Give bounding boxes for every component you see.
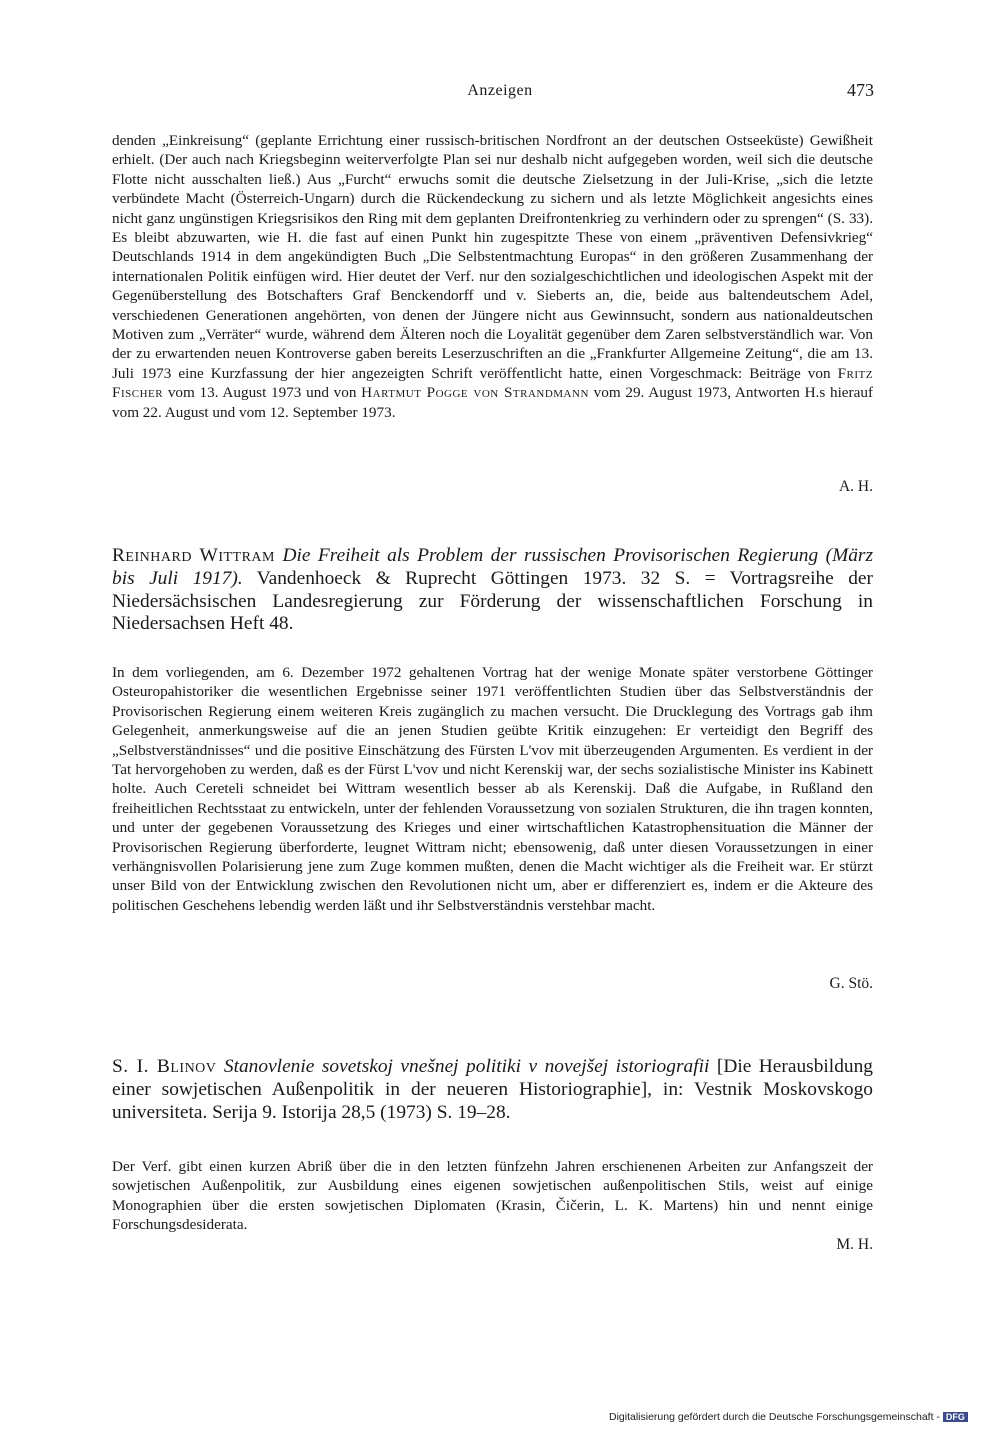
footer-text: Digitalisierung gefördert durch die Deutsche Forschungsgemeinschaft - (609, 1411, 940, 1423)
entry-2-citation (112, 545, 873, 636)
entry-3-signature: M. H. (836, 1236, 873, 1253)
review-1-text-3: vom 29. August 1973, Antworten H.s hierauf vom 22. August und vom 12. September 1973. (112, 384, 874, 421)
entry-2-body: In dem vorliegenden, am 6. Dezember 1972 gehaltenen Vortrag hat der wenige Monate später verstorbene Göttinger Osteuropahistoriker die wesentlichen Ergebnisse seiner 1971 veröffentlichten Studien über das Selbstverständnis der Provisorischen Regierung einem weiteren Kreis zugänglich zu machen versucht. Die Drucklegung des Vortrags gab ihm Gelegenheit, anmerkungsweise auf die an jenen Studien geübte Kritik einzugehen: Er verteidigt den Begriff des „Selbstverständnisses“ und die positive Einschätzung des Fürsten L'vov mit überzeugenden Argumenten. Es verdient in der Tat hervorgehoben zu werden, daß es der Fürst L'vov und nicht Kerenskij war, der sechs sozialistische Minister ins Kabinett holte. Auch Cereteli schneidet bei Wittram wesentlich besser ab als Kerenskij. Daß die Aufgabe, in Rußland den freiheitlichen Rechtsstaat zu entwickeln, unter der fehlenden Voraussetzung von sozialen Strukturen, die ihn tragen konnten, und unter der gegebenen Voraussetzung des Krieges und einer wirtschaftlichen Katastrophensituation die Männer der Provisorischen Regierung überforderte, leugnet Wittram nicht; ebensowenig, daß unter diesen Voraussetzungen in einer verhängnisvollen Polarisierung jene zum Zuge kommen mußten, denen die Macht wichtiger als die Freiheit war. Er stürzt unser Bild von der Entwicklung zwischen den Revolutionen nicht um, aber er differenziert es, indem er die Akteure des politischen Geschehens lebendig werden läßt und ihr Selbstverständnis verstehbar macht. (112, 664, 873, 914)
entry-2-publication: Vandenhoeck & Ruprecht Göttingen 1973. 32 S. = Vortragsreihe der Niedersächsischen Landesregierung zur Förderung der wissenschaftlichen Forschung in Niedersachsen Heft 48. (112, 567, 873, 635)
author-fischer: Fritz Fischer (112, 364, 873, 402)
page-number: 473 (847, 80, 874, 100)
entry-2-author: Reinhard Wittram (112, 545, 275, 566)
entry-2-signature: G. Stö. (829, 975, 873, 992)
entry-3-publication: [Die Herausbildung einer sowjetischen Außenpolitik in der neueren Historiographie], in: Vestnik Moskovskogo universiteta. Serija 9. Istorija 28,5 (1973) S. 19–28. (112, 1056, 873, 1123)
entry-3-author: S. I. Blinov (112, 1056, 217, 1077)
running-header: Anzeigen (467, 82, 533, 99)
footer-note (609, 1411, 968, 1423)
entry-2-title: Die Freiheit als Problem der russischen Provisorischen Regierung (März bis Juli 1917). (112, 545, 874, 589)
entry-3-body: Der Verf. gibt einen kurzen Abriß über die in den letzten fünfzehn Jahren erschienenen Arbeiten zur Anfangszeit der sowjetischen Außenpolitik, zur Ausbildung eines eigenen sowjetischen außenpolitischen Stils, weist auf einige Monographien über die ersten sowjetischen Diplomaten (Krasin, Čičerin, L. K. Martens) hin und nennt einige Forschungsdesiderata. (112, 1158, 873, 1234)
review-1-text-2: vom 13. August 1973 und von (167, 384, 357, 402)
review-1-text: denden „Einkreisung“ (geplante Errichtung einer russisch-britischen Nordfront an der deutschen Ostseeküste) Gewißheit erhielt. (Der auch nach Kriegsbeginn weiterverfolgte Plan sei nur deshalb nicht aufgegeben worden, weil sich die deutsche Flotte nicht ausschalten ließ.) Aus „Furcht“ erwuchs somit die deutsche Zielsetzung in der Juli-Krise, „sich die letzte verbündete Macht (Österreich-Ungarn) durch die Rückendeckung zu sichern und als letzte Möglichkeit angesichts eines nicht ganz ungünstigen Kriegsrisikos den Ring mit dem geplanten Dreifrontenkrieg zu verhindern oder zu sprengen“ (S. 33). Es bleibt abzuwarten, wie H. die fast auf einen Punkt hin zugespitzte These von einem „präventiven Defensivkrieg“ Deutschlands 1914 in dem angekündigten Buch „Die Selbstentmachtung Europas“ in den größeren Zusammenhang der internationalen Politik einfügen wird. Hier deutet der Verf. nur den sozialgeschichtlichen und ideologischen Aspekt mit der Gegenüberstellung des Botschafters Graf Benckendorff und v. Sieberts an, die, beide aus baltendeutschem Adel, verschiedenen Generationen angehörten, von denen der Jüngere nicht aus Gewinnsucht, sondern aus nationaldeutschen Motiven zum „Verräter“ wurde, während dem Älteren noch die Loyalität gegenüber dem Zaren selbstverständlich war. Von der zu erwartenden neuen Kontroverse gaben bereits Leserzuschriften an die „Frankfurter Allgemeine Zeitung“, die am 13. Juli 1973 eine Kurzfassung der hier angezeigten Schrift veröffentlicht hatte, einen Vorgeschmack: Beiträge von (112, 132, 873, 382)
review-1-signature: A. H. (838, 478, 873, 495)
author-pogge: Hartmut Pogge von Strandmann (361, 384, 589, 402)
entry-3-citation (112, 1056, 873, 1124)
dfg-logo: DFG (943, 1412, 968, 1422)
entry-3-title: Stanovlenie sovetskoj vnešnej politiki v novejšej istoriografii (223, 1056, 710, 1077)
review-1-body (112, 131, 873, 422)
